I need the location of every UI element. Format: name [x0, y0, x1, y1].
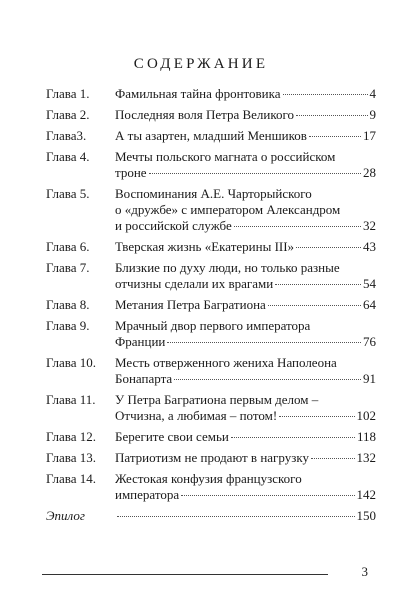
toc-page-number: 17: [363, 128, 376, 143]
toc-title-line: отчизны сделали их врагами: [115, 276, 274, 291]
toc-page-number: 132: [356, 450, 376, 465]
dot-leader: [231, 437, 355, 438]
toc-page-number: 32: [363, 218, 376, 233]
toc-entry: [46, 450, 376, 466]
toc-chapter-label: Глава3.: [46, 128, 87, 143]
dot-leader: [268, 305, 361, 306]
toc-title-line: Мечты польского магната о российском: [115, 149, 336, 164]
toc-page-number: 9: [369, 107, 376, 122]
toc-page-number: 54: [363, 276, 376, 291]
toc-title-line: императора: [115, 487, 180, 502]
toc-chapter-label: Глава 6.: [46, 239, 90, 254]
table-of-contents: [46, 86, 376, 529]
toc-page-number: 76: [363, 334, 376, 349]
toc-entry: [46, 392, 376, 424]
toc-entry: [46, 318, 376, 350]
toc-title-line: Берегите свои семьи: [115, 429, 229, 444]
toc-chapter-label: Глава 8.: [46, 297, 90, 312]
dot-leader: [234, 226, 361, 227]
toc-entry: [46, 86, 376, 102]
toc-page-number: 4: [369, 86, 376, 101]
dot-leader: [283, 94, 368, 95]
toc-page-number: 118: [356, 429, 376, 444]
toc-title-line: и российской службе: [115, 218, 232, 233]
toc-chapter-label: Глава 7.: [46, 260, 90, 275]
toc-chapter-label: Глава 12.: [46, 429, 97, 444]
toc-chapter-label: Глава 2.: [46, 107, 90, 122]
dot-leader: [296, 115, 367, 116]
toc-entry: [46, 260, 376, 292]
toc-title-line: Фамильная тайна фронтовика: [115, 86, 281, 101]
toc-page-number: 142: [356, 487, 376, 502]
toc-chapter-label: Глава 5.: [46, 186, 90, 201]
dot-leader: [149, 173, 361, 174]
toc-title-line: Последняя воля Петра Великого: [115, 107, 295, 122]
toc-title-line: Метания Петра Багратиона: [115, 297, 266, 312]
toc-title-line: Воспоминания А.Е. Чарторыйского: [115, 186, 312, 201]
toc-title-line: Патриотизм не продают в нагрузку: [115, 450, 309, 465]
toc-title-line: У Петра Багратиона первым делом –: [115, 392, 319, 407]
toc-page-number: 150: [356, 508, 376, 523]
toc-title-line: Франции: [115, 334, 166, 349]
toc-chapter-label: Глава 1.: [46, 86, 90, 101]
toc-chapter-label: Глава 4.: [46, 149, 90, 164]
toc-title-line: А ты азартен, младший Меншиков: [115, 128, 307, 143]
toc-chapter-label: Глава 11.: [46, 392, 96, 407]
page-number: 3: [361, 564, 368, 579]
dot-leader: [181, 495, 354, 496]
toc-entry: [46, 429, 376, 445]
toc-chapter-label: Глава 10.: [46, 355, 97, 370]
toc-title-line: Жестокая конфузия французского: [115, 471, 302, 486]
toc-page-number: 43: [363, 239, 376, 254]
toc-title-line: Мрачный двор первого императора: [115, 318, 311, 333]
toc-title-line: Месть отверженного жениха Наполеона: [115, 355, 337, 370]
toc-chapter-label: Глава 9.: [46, 318, 90, 333]
toc-entry: [46, 239, 376, 255]
toc-entry: [46, 508, 376, 524]
toc-title-line: Отчизна, а любимая – потом!: [115, 408, 278, 423]
toc-entry: [46, 297, 376, 313]
toc-chapter-label: Глава 14.: [46, 471, 97, 486]
dot-leader: [296, 247, 361, 248]
toc-entry: [46, 107, 376, 123]
toc-chapter-label: Эпилог: [46, 508, 85, 523]
toc-entry: [46, 149, 376, 181]
toc-entry: [46, 186, 376, 234]
toc-page-number: 91: [363, 371, 376, 386]
dot-leader: [167, 342, 361, 343]
toc-chapter-label: Глава 13.: [46, 450, 97, 465]
toc-title-line: троне: [115, 165, 147, 180]
toc-entry: [46, 128, 376, 144]
page-title: СОДЕРЖАНИЕ: [133, 56, 269, 72]
toc-title-line: Близкие по духу люди, но только разные: [115, 260, 340, 275]
toc-page-number: 102: [356, 408, 376, 423]
toc-page-number: 64: [363, 297, 376, 312]
toc-title-line: о «дружбе» с императором Александром: [115, 202, 341, 217]
toc-title-line: Бонапарта: [115, 371, 173, 386]
dot-leader: [279, 416, 354, 417]
toc-entry: [46, 355, 376, 387]
footer-rule: [42, 574, 328, 575]
toc-title-line: Тверская жизнь «Екатерины III»: [115, 239, 295, 254]
toc-entry: [46, 471, 376, 503]
toc-page-number: 28: [363, 165, 376, 180]
dot-leader: [309, 136, 361, 137]
dot-leader: [311, 458, 355, 459]
dot-leader: [275, 284, 361, 285]
dot-leader: [174, 379, 361, 380]
dot-leader: [117, 516, 355, 517]
